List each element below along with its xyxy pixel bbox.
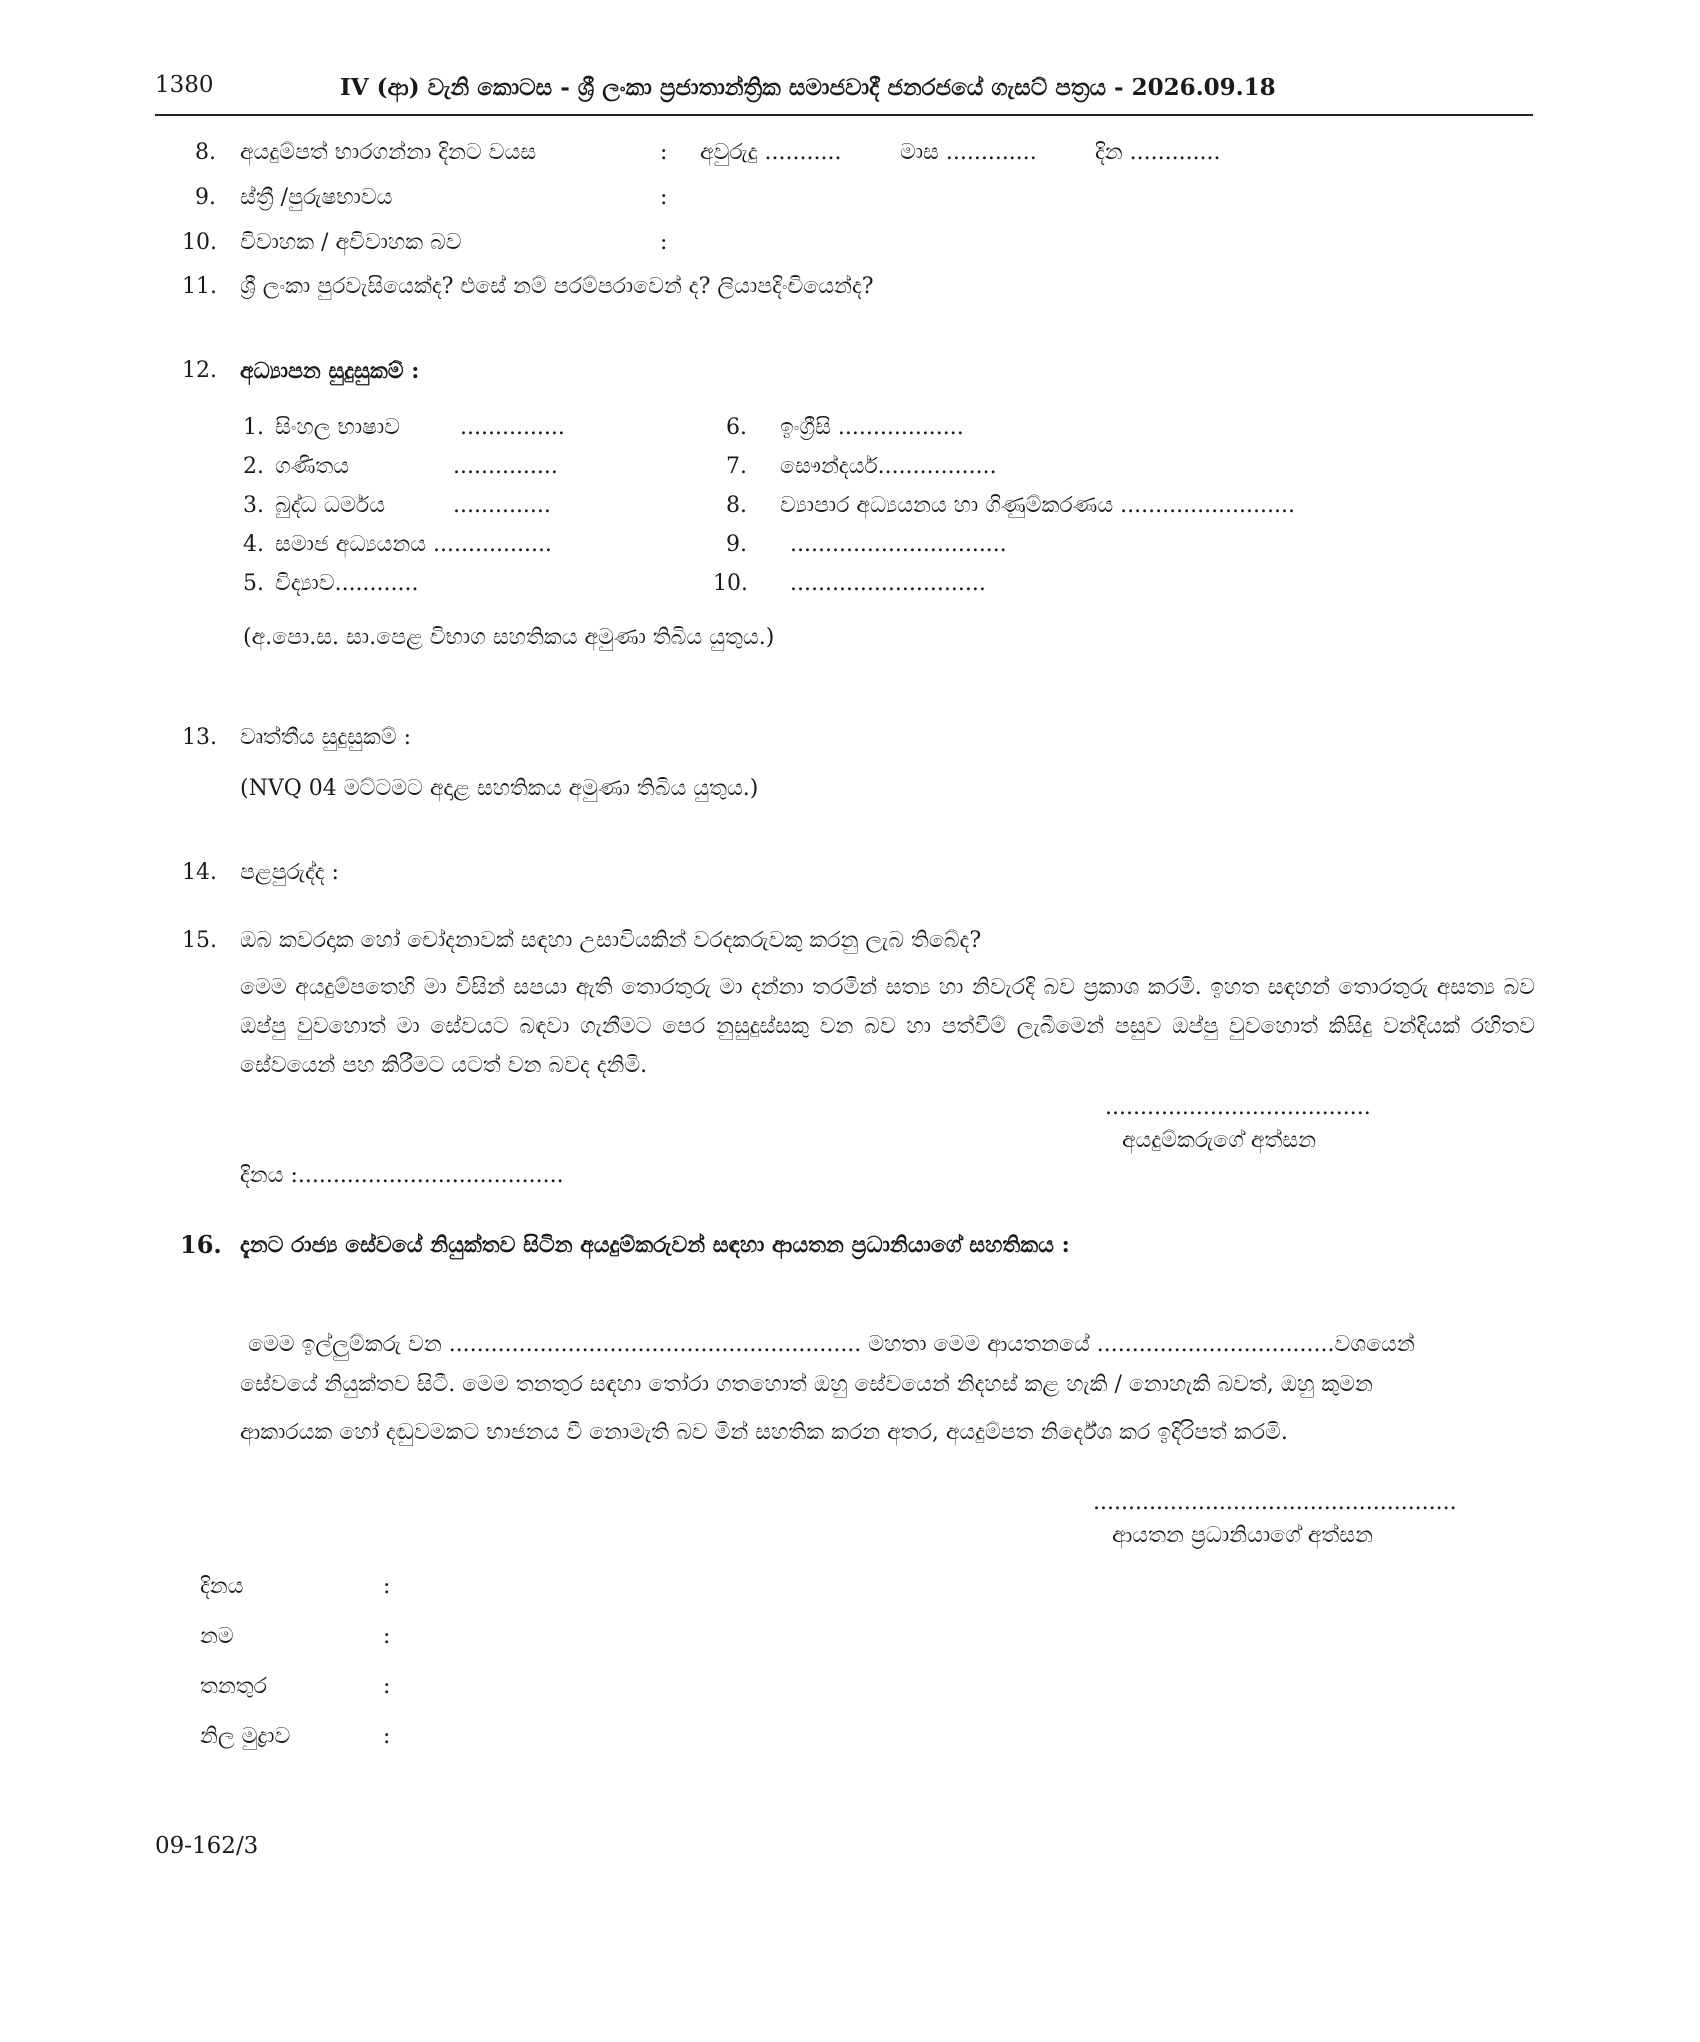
subject-number: 10. [713,571,748,596]
item-13-label: වෘත්තීය සුදුසුකම් : [240,725,412,750]
subject-name: ව්‍යාපාර අධ්‍යයනය හා ගිණුම්කරණය ......................... [780,493,1295,518]
item-15-number: 15. [182,928,217,953]
subject-number: 4. [243,532,264,557]
item-8-number: 8. [195,140,216,165]
head-signature-label: ආයතන ප්‍රධානියාගේ අත්සන [1112,1523,1373,1548]
item-10-colon: : [660,230,668,255]
item-14-label: පළපුරුද්ද : [240,860,339,885]
item-13-number: 13. [182,725,217,750]
subject-number: 3. [243,493,264,518]
item-15-label: ඔබ කවරදාක හෝ චෝදනාවක් සඳහා උසාවියකින් වරදකරුවකු කරනු ලැබ තිබේද? [240,928,982,953]
header-rule [155,114,1533,116]
item-14-number: 14. [182,860,217,885]
field-label-name: නම [200,1624,234,1649]
item-10-number: 10. [182,230,217,255]
subject-name: ............................... [790,532,1007,557]
subject-name: සෞන්දර්ය................. [780,454,997,479]
item-8-years: අවුරුදු ........... [700,140,842,165]
certificate-line-1: මෙම ඉල්ලුම්කරු වන ........................................................... මහතා මෙම ආයතනයේ ..................................වශයෙන් [248,1332,1415,1357]
item-12-note: (අ.පො.ස. සා.පෙළ විභාග සහතිකය අමුණා තිබිය යුතුය.) [243,625,775,650]
item-10-label: විවාහක / අවිවාහක බව [240,230,462,255]
applicant-date-field: දිනය :...................................... [240,1163,564,1188]
subject-name: සිංහල භාෂාව [275,415,401,440]
field-colon: : [383,1624,391,1649]
subject-name: බුද්ධ ධර්මය [275,493,386,518]
subject-number: 6. [726,415,747,440]
field-label-date: දිනය [200,1574,244,1599]
subject-name: ඉංග්‍රීසි .................. [780,415,964,440]
item-12-number: 12. [182,358,217,383]
item-8-days: දින ............. [1095,140,1221,165]
head-signature-line: .................................................... [1093,1490,1457,1515]
field-label-official-stamp: නිල මුද්‍රාව [200,1724,291,1749]
item-8-months: මාස ............. [900,140,1037,165]
applicant-signature-line: ...................................... [1105,1095,1371,1120]
field-label-post: තනතුර [200,1674,267,1699]
item-9-number: 9. [195,185,216,210]
item-13-note: (NVQ 04 මට්ටමට අදාළ සහතිකය අමුණා තිබිය යුතුය.) [240,776,759,801]
subject-dots: ............... [460,415,565,440]
item-9-label: ස්ත්‍රී /පුරුෂභාවය [240,185,393,210]
applicant-signature-label: අයදුම්කරුගේ අත්සන [1122,1128,1317,1153]
item-8-colon: : [660,140,668,165]
subject-dots: ............... [453,454,558,479]
field-colon: : [383,1674,391,1699]
subject-name: ගණිතය [275,454,350,479]
subject-dots: .............. [453,493,551,518]
declaration-paragraph: මෙම අයදුම්පතෙහි මා විසින් සපයා ඇති තොරතුරු මා දන්නා තරමින් සත්‍ය හා නිවැරදි බව ප්‍රකාශ කරමි. ඉහත සඳහන් තොරතුරු අසත්‍ය බව ඔප්පු වුවහොත් මා සේවයට බඳවා ගැනීමට පෙර නුසුදුස්සකු වන බව හා පත්වීම් ලැබීමෙන් පසුව ඔප්පු වුවහොත් කිසිදු වන්දියක් රහිතව සේවයෙන් පහ කිරීමට යටත් වන බවද දනිමි. [240,975,1535,1078]
certificate-line-3: ආකාරයක හෝ දඬුවමකට භාජනය වී නොමැති බව මින් සහතික කරන අතර, අයදුම්පත නිර්දේශ කර ඉදිරිපත් කරමි. [240,1420,1288,1445]
item-11-label: ශ්‍රී ලංකා පුරවැසියෙක්ද? එසේ නම් පරම්පරාවෙන් ද? ලියාපදිංචියෙන්ද? [240,274,874,299]
field-colon: : [383,1574,391,1599]
subject-number: 2. [243,454,264,479]
item-11-number: 11. [182,274,217,299]
item-16-number: 16. [180,1230,222,1259]
item-12-label: අධ්‍යාපන සුදුසුකම් : [240,358,420,384]
subject-name: සමාජ අධ්‍යයනය ................. [275,532,552,557]
subject-name: ............................ [790,571,986,596]
certificate-line-2: සේවයේ නියුක්තව සිටී. මෙම තනතුර සඳහා තෝරා ගතහොත් ඔහු සේවයෙන් නිදහස් කළ හැකි / නොහැකි බවත්, ඔහු කුමන [240,1372,1373,1397]
subject-name: විද්‍යාව............ [275,571,419,596]
subject-number: 8. [726,493,747,518]
subject-number: 5. [243,571,264,596]
item-8-label: අයදුම්පත් භාරගන්නා දිනට වයස [240,140,537,165]
subject-number: 7. [726,454,747,479]
field-colon: : [383,1724,391,1749]
page-number: 1380 [155,72,214,98]
gazette-header-title: IV (ආ) වැනි කොටස - ශ්‍රී ලංකා ප්‍රජාතාන්ත්‍රික සමාජවාදී ජනරජයේ ගැසට් පත්‍රය - 2026.09.18 [340,74,1276,101]
subject-number: 9. [726,532,747,557]
subject-number: 1. [243,415,264,440]
item-9-colon: : [660,185,668,210]
footer-code: 09-162/3 [155,1833,259,1859]
item-16-label: දැනට රාජ්‍ය සේවයේ නියුක්තව සිටින අයදුම්කරුවන් සඳහා ආයතන ප්‍රධානියාගේ සහතිකය : [240,1232,1070,1258]
